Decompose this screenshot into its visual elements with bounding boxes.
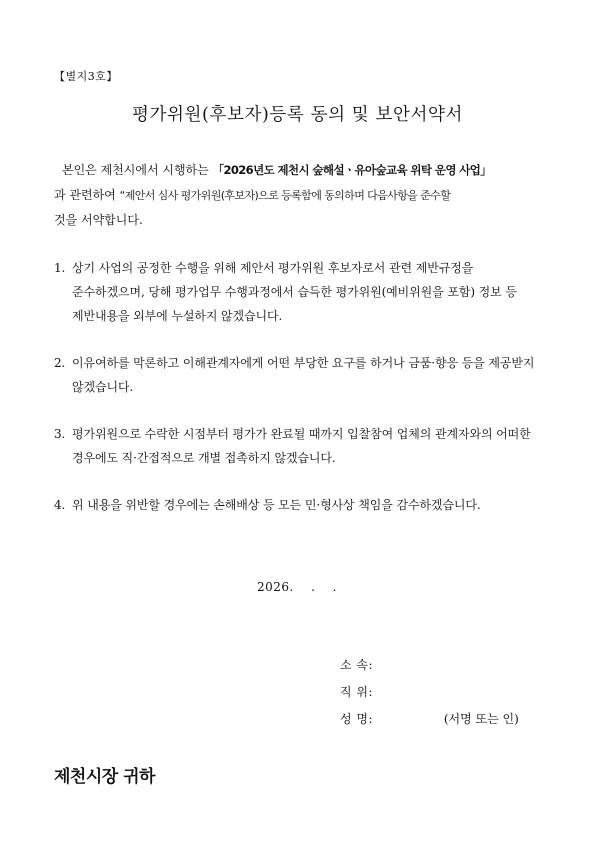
intro-line-1 [54, 158, 546, 183]
intro-paragraph [54, 158, 546, 233]
pledge-item-3 [54, 422, 549, 470]
document-title: 평가위원(후보자)등록 동의 및 보안서약서 [132, 105, 463, 125]
position-label: 직 위: [340, 685, 374, 699]
pledge-text: 이유여하를 막론하고 이해관계자에게 어떤 부당한 요구를 하거나 금품·향응 등을 제공받지 않겠습니다. [72, 356, 535, 394]
pledge-number: 2. [54, 356, 66, 370]
position-row [340, 679, 519, 706]
signing-date: 2026. . . [257, 580, 337, 594]
intro-line-2 [54, 183, 546, 208]
pledge-item-4 [54, 493, 549, 517]
intro-line-2-prefix: 과 관련하여 [54, 188, 120, 202]
name-row [340, 706, 519, 733]
pledge-item-1 [54, 256, 549, 328]
intro-prefix: 본인은 제천시에서 시행하는 [62, 163, 213, 177]
pledge-number: 1. [54, 261, 66, 275]
pledge-list [54, 256, 549, 540]
recipient: 제천시장 귀하 [54, 767, 155, 787]
pledge-text: 위 내용을 위반할 경우에는 손해배상 등 모든 민·형사상 책임을 감수하겠습니다. [72, 498, 481, 512]
signature-note: (서명 또는 인) [443, 712, 519, 726]
intro-line-3: 것을 서약합니다. [54, 213, 143, 227]
form-number: 【별지3호】 [54, 70, 118, 83]
pledge-text: 평가위원으로 수락한 시점부터 평가가 완료될 때까지 입찰참여 업체의 관계자와의 어떠한 경우에도 직·간접적으로 개별 접촉하지 않겠습니다. [72, 427, 531, 465]
name-label: 성 명: [340, 712, 374, 726]
signature-block [340, 652, 519, 733]
pledge-number: 3. [54, 427, 66, 441]
project-name: 「2026년도 제천시 숲해설ㆍ유아숲교육 위탁 운영 사업」 [212, 163, 492, 177]
affiliation-label: 소 속: [340, 658, 374, 672]
pledge-text: 상기 사업의 공정한 수행을 위해 제안서 평가위원 후보자로서 관련 제반규정을 준수하겠으며, 당해 평가업무 수행과정에서 습득한 평가위원(예비위원을 포함) 정보 등 제반내용을 외부에 누설하지 않겠습니다. [72, 261, 517, 323]
affiliation-row [340, 652, 519, 679]
pledge-item-2 [54, 351, 549, 399]
intro-quote: “제안서 심사 평가위원(후보자)으로 등록함에 동의하며 다음사항을 준수할 [119, 189, 451, 202]
pledge-number: 4. [54, 498, 66, 512]
